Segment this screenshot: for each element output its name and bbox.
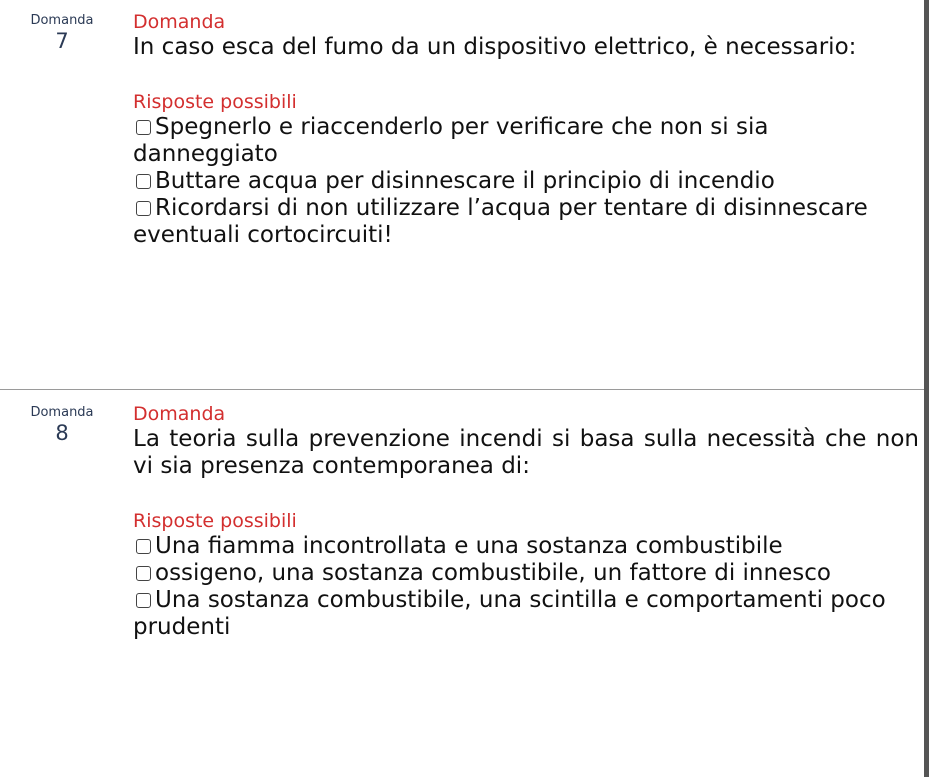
checkbox-icon[interactable] <box>136 174 151 189</box>
checkbox-icon[interactable] <box>136 120 151 135</box>
answer-option[interactable] <box>133 168 919 195</box>
question-content <box>133 402 919 641</box>
question-text: La teoria sulla prevenzione incendi si basa sulla necessità che non vi sia presenza contemporanea di: <box>133 426 919 479</box>
answer-option[interactable] <box>133 560 919 587</box>
question-heading: Domanda <box>133 11 226 33</box>
question-number: 8 <box>55 421 69 445</box>
answers-heading: Risposte possibili <box>133 510 297 532</box>
checkbox-icon[interactable] <box>136 566 151 581</box>
answer-text: Una sostanza combustibile, una scintilla e comportamenti poco prudenti <box>133 587 886 640</box>
checkbox-icon[interactable] <box>136 593 151 608</box>
answer-text: Ricordarsi di non utilizzare l’acqua per tentare di disinnescare eventuali cortocircuiti! <box>133 195 868 248</box>
question-content <box>133 10 919 249</box>
answer-option[interactable] <box>133 195 919 249</box>
question-divider <box>0 389 924 390</box>
answer-option[interactable] <box>133 114 919 168</box>
question-side-marker <box>22 402 102 444</box>
answer-text: ossigeno, una sostanza combustibile, un fattore di innesco <box>155 560 831 586</box>
question-number: 7 <box>55 29 69 53</box>
scrollbar[interactable] <box>924 0 929 777</box>
answers-heading: Risposte possibili <box>133 91 297 113</box>
answer-text: Spegnerlo e riaccenderlo per verificare che non si sia danneggiato <box>133 114 769 167</box>
answer-text: Buttare acqua per disinnescare il principio di incendio <box>155 168 775 194</box>
question-heading: Domanda <box>133 403 226 425</box>
question-side-label: Domanda <box>30 405 94 420</box>
question-text: In caso esca del fumo da un dispositivo elettrico, è necessario: <box>133 34 857 60</box>
answer-option[interactable] <box>133 587 919 641</box>
answer-text: Una fiamma incontrollata e una sostanza combustibile <box>155 533 783 559</box>
answer-option[interactable] <box>133 533 919 560</box>
question-side-label: Domanda <box>30 13 94 28</box>
checkbox-icon[interactable] <box>136 201 151 216</box>
question-side-marker <box>22 10 102 52</box>
checkbox-icon[interactable] <box>136 539 151 554</box>
